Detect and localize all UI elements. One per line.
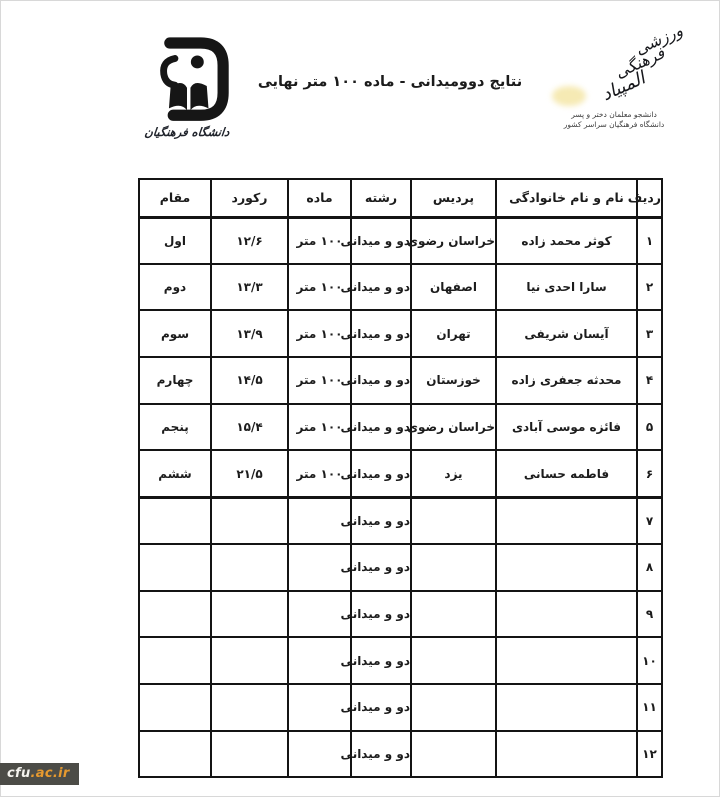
table-cell: ۱ <box>637 217 662 264</box>
table-cell: دو و میدانی <box>351 217 411 264</box>
table-cell: ۷ <box>637 497 662 544</box>
table-row <box>139 731 662 778</box>
table-cell: ۱۰۰ متر <box>288 404 351 451</box>
table-cell: چهارم <box>139 357 211 404</box>
table-cell: سارا احدی نیا <box>496 264 637 311</box>
table-cell <box>139 591 211 638</box>
table-row <box>139 591 662 638</box>
table-cell: خوزستان <box>411 357 496 404</box>
column-header-5: رکورد <box>211 179 288 217</box>
table-cell <box>211 637 288 684</box>
table-cell <box>496 731 637 778</box>
olympiad-caption-line2: دانشگاه فرهنگیان سراسر کشور <box>563 120 665 129</box>
table-cell: دو و میدانی <box>351 357 411 404</box>
table-cell <box>139 637 211 684</box>
table-row <box>139 637 662 684</box>
table-cell: دو و میدانی <box>351 404 411 451</box>
results-table <box>138 178 663 778</box>
table-cell: خراسان رضوی <box>411 404 496 451</box>
table-cell: ۱۰۰ متر <box>288 450 351 497</box>
calligraphy-word: المپیاد <box>598 67 649 106</box>
table-cell: ۹ <box>637 591 662 638</box>
table-row <box>139 404 662 451</box>
table-cell: دو و میدانی <box>351 637 411 684</box>
column-header-3: رشته <box>351 179 411 217</box>
table-cell <box>496 544 637 591</box>
table-row <box>139 264 662 311</box>
table-cell <box>139 544 211 591</box>
table-header-row <box>139 179 662 217</box>
table-cell <box>496 684 637 731</box>
page-title: نتایج دوومیدانی - ماده ۱۰۰ متر نهایی <box>257 74 523 90</box>
column-header-6: مقام <box>139 179 211 217</box>
table-cell: آیسان شریفی <box>496 310 637 357</box>
table-cell: دو و میدانی <box>351 684 411 731</box>
table-cell: فائزه موسی آبادی <box>496 404 637 451</box>
table-cell: ۱۳/۳ <box>211 264 288 311</box>
olympiad-logo <box>538 20 690 132</box>
table-cell: اول <box>139 217 211 264</box>
table-cell: ۱۰۰ متر <box>288 357 351 404</box>
table-row <box>139 684 662 731</box>
column-header-0: ردیف <box>637 179 662 217</box>
table-cell: ۲۱/۵ <box>211 450 288 497</box>
table-cell: کوثر محمد زاده <box>496 217 637 264</box>
table-cell: سوم <box>139 310 211 357</box>
table-cell: ۱۳/۹ <box>211 310 288 357</box>
column-header-2: پردیس <box>411 179 496 217</box>
table-cell: ۴ <box>637 357 662 404</box>
watermark-prefix: cfu <box>7 766 31 781</box>
table-cell: دو و میدانی <box>351 450 411 497</box>
table-cell <box>211 544 288 591</box>
table-cell: ۱۴/۵ <box>211 357 288 404</box>
table-cell: دو و میدانی <box>351 310 411 357</box>
table-cell: ۱۱ <box>637 684 662 731</box>
table-cell: ۱۲/۶ <box>211 217 288 264</box>
table-row <box>139 497 662 544</box>
table-cell: ۵ <box>637 404 662 451</box>
results-table-body <box>139 217 662 777</box>
table-cell <box>211 591 288 638</box>
table-cell: محدثه جعفری زاده <box>496 357 637 404</box>
table-cell: تهران <box>411 310 496 357</box>
table-row <box>139 217 662 264</box>
farhangian-emblem-icon <box>144 36 230 124</box>
olympiad-caption-line1: دانشجو معلمان دختر و پسر <box>571 110 657 119</box>
column-header-4: ماده <box>288 179 351 217</box>
table-cell <box>139 684 211 731</box>
table-cell <box>411 637 496 684</box>
table-cell <box>411 731 496 778</box>
table-cell <box>411 497 496 544</box>
cfu-watermark <box>0 763 79 785</box>
table-cell: دو و میدانی <box>351 544 411 591</box>
farhangian-university-logo <box>133 36 241 139</box>
table-cell: ۱۵/۴ <box>211 404 288 451</box>
table-cell: دو و میدانی <box>351 731 411 778</box>
watermark-suffix: .ac.ir <box>30 766 70 781</box>
farhangian-logo-caption: دانشگاه فرهنگیان <box>143 125 231 139</box>
table-cell: فاطمه حسانی <box>496 450 637 497</box>
table-cell <box>139 497 211 544</box>
table-cell <box>211 731 288 778</box>
table-cell: ۳ <box>637 310 662 357</box>
table-cell <box>411 591 496 638</box>
calligraphy-word: فرهنگی <box>612 43 668 82</box>
table-cell <box>496 591 637 638</box>
table-cell: دو و میدانی <box>351 497 411 544</box>
table-cell: دوم <box>139 264 211 311</box>
table-row <box>139 450 662 497</box>
table-cell <box>139 731 211 778</box>
table-row <box>139 310 662 357</box>
table-cell: ۱۰۰ متر <box>288 310 351 357</box>
table-row <box>139 544 662 591</box>
table-cell <box>211 497 288 544</box>
table-cell: ۱۰۰ متر <box>288 264 351 311</box>
table-cell: ششم <box>139 450 211 497</box>
table-cell: ۶ <box>637 450 662 497</box>
table-cell: یزد <box>411 450 496 497</box>
table-cell: ۱۰ <box>637 637 662 684</box>
table-row <box>139 357 662 404</box>
table-cell <box>496 637 637 684</box>
table-cell: پنجم <box>139 404 211 451</box>
calligraphy-word: ورزشی <box>632 20 686 59</box>
table-cell: ۱۲ <box>637 731 662 778</box>
column-header-1: نام و نام خانوادگی <box>496 179 637 217</box>
table-cell: ۱۰۰ متر <box>288 217 351 264</box>
table-cell: ۸ <box>637 544 662 591</box>
table-cell: خراسان رضوی <box>411 217 496 264</box>
table-cell <box>496 497 637 544</box>
table-cell <box>411 544 496 591</box>
table-cell: دو و میدانی <box>351 264 411 311</box>
table-cell: ۲ <box>637 264 662 311</box>
table-cell: دو و میدانی <box>351 591 411 638</box>
table-cell <box>411 684 496 731</box>
table-cell <box>211 684 288 731</box>
table-cell: اصفهان <box>411 264 496 311</box>
